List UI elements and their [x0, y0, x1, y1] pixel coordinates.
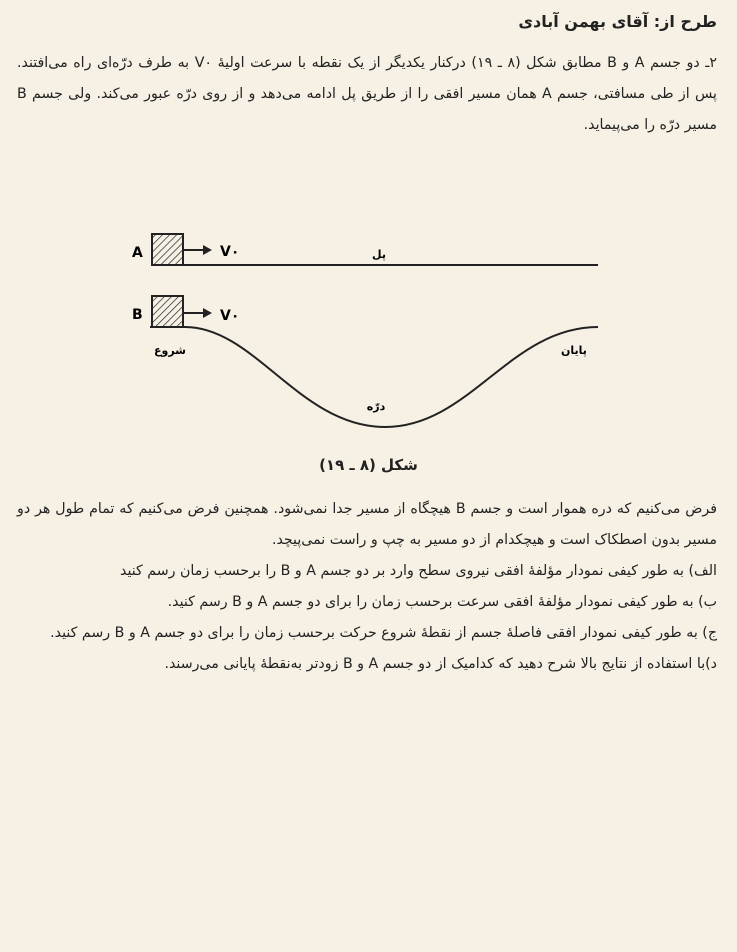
end-label: پایان	[561, 344, 587, 357]
question-a: الف) به طور کیفی نمودار مؤلفهٔ افقی نیروی سطح وارد بر دو جسم A و B را برحسب زمان رسم کنید	[120, 563, 717, 579]
figure-caption: شکل (۸ ـ ۱۹)	[319, 456, 418, 474]
block-a	[152, 234, 183, 265]
question-b: ب) به طور کیفی نمودار مؤلفهٔ افقی سرعت برحسب زمان را برای دو جسم A و B رسم کنید.	[167, 594, 717, 610]
problem-intro: ۲ـ دو جسم A و B مطابق شکل (۸ ـ ۱۹) درکنار یکدیگر از یک نقطه با سرعت اولیهٔ V۰ به طرف درّه‌ای راه می‌افتند. پس از طی مسافتی، جسم A همان مسیر افقی را از طریق پل ادامه می‌دهد و از روی درّه عبور می‌کند. ولی جسم B مسیر درّه را می‌پیماید.	[17, 55, 717, 133]
velocity-label-b: V۰	[220, 308, 240, 324]
label-a: A	[132, 245, 143, 261]
question-d: د)با استفاده از نتایج بالا شرح دهید که کدامیک از دو جسم A و B زودتر به‌نقطهٔ پایانی می‌رسند.	[164, 656, 717, 672]
assumptions-section	[17, 494, 717, 680]
bridge-label: پل	[372, 248, 386, 261]
question-c: ج) به طور کیفی نمودار افقی فاصلهٔ جسم از نقطهٔ شروع حرکت برحسب زمان را برای دو جسم A و B رسم کنید.	[50, 625, 717, 641]
velocity-arrowhead-a	[203, 245, 212, 255]
valley-label: درّه	[366, 400, 386, 413]
credit-heading: طرح از: آقای بهمن آبادی	[518, 12, 717, 31]
block-b	[152, 296, 183, 327]
start-label: شروع	[153, 344, 187, 357]
figure-valley-bridge	[0, 220, 737, 452]
label-b: B	[132, 307, 143, 323]
velocity-arrowhead-b	[203, 308, 212, 318]
velocity-label-a: V۰	[220, 244, 240, 260]
assumptions-text: فرض می‌کنیم که دره هموار است و جسم B هیچگاه از مسیر جدا نمی‌شود. همچنین فرض می‌کنیم که تمام طول هر دو مسیر بدون اصطکاک است و هیچکدام از دو مسیر به چپ و راست نمی‌پیچد.	[17, 501, 717, 548]
